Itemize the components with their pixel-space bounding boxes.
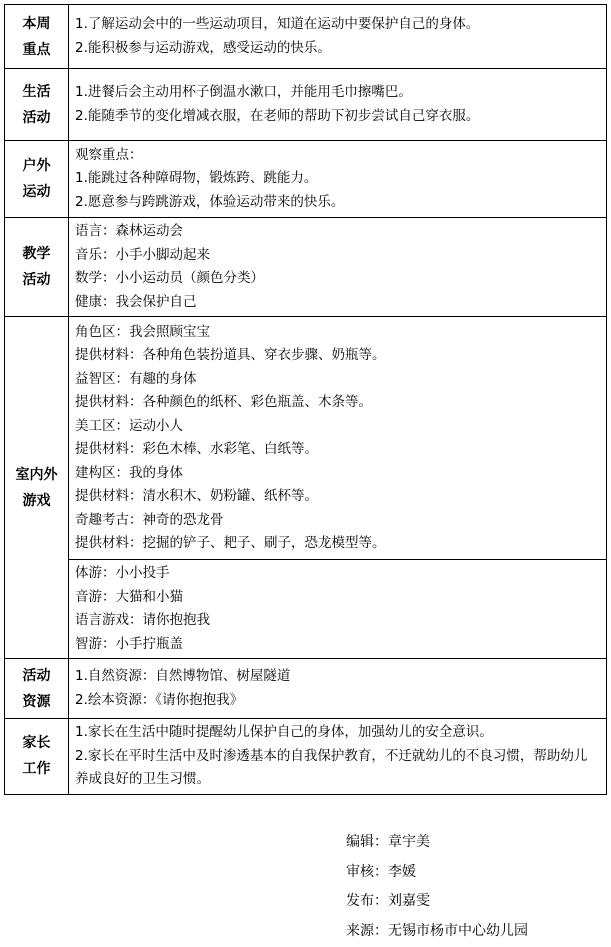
teaching-item: 音乐：小手小脚动起来 bbox=[75, 246, 210, 263]
row-weekly-focus bbox=[5, 5, 607, 69]
label-line: 工作 bbox=[22, 761, 51, 778]
footer-credits bbox=[346, 828, 528, 946]
label-line: 活动 bbox=[22, 109, 51, 126]
label-line: 活动 bbox=[22, 667, 51, 684]
focus-item: 2.能积极参与运动游戏，感受运动的快乐。 bbox=[75, 39, 331, 56]
footer-source: 来源：无锡市杨市中心幼儿园 bbox=[346, 922, 528, 939]
label-line: 生活 bbox=[22, 83, 51, 100]
label-line: 重点 bbox=[22, 41, 51, 58]
indoor-game-item: 益智区：有趣的身体 bbox=[75, 370, 197, 387]
parent-item: 2.家长在平时生活中及时渗透基本的自我保护教育，不迁就幼儿的不良习惯，帮助幼儿养成良好的卫生习惯。 bbox=[75, 747, 588, 787]
outdoor-game-item: 音游：大猫和小猫 bbox=[75, 588, 183, 605]
label-indoor-outdoor-games bbox=[5, 317, 69, 659]
resource-item: 2.绘本资源：《请你抱抱我》 bbox=[75, 691, 244, 708]
teaching-item: 语言：森林运动会 bbox=[75, 223, 183, 239]
content-outdoor-games bbox=[69, 560, 607, 659]
teaching-item: 数学：小小运动员（颜色分类） bbox=[75, 270, 264, 286]
indoor-game-item: 提供材料：各种角色装扮道具、穿衣步骤、奶瓶等。 bbox=[75, 347, 386, 363]
content-weekly-focus bbox=[69, 5, 607, 69]
label-line: 家长 bbox=[22, 735, 51, 752]
row-activity-resources bbox=[5, 659, 607, 719]
indoor-game-item: 角色区：我会照顾宝宝 bbox=[75, 323, 210, 340]
outdoor-game-item: 语言游戏：请你抱抱我 bbox=[75, 612, 210, 628]
label-teaching-activity bbox=[5, 218, 69, 317]
life-item: 2.能随季节的变化增减衣服，在老师的帮助下初步尝试自己穿衣服。 bbox=[75, 107, 480, 124]
footer-reviewer: 审核：李媛 bbox=[346, 863, 416, 880]
indoor-game-item: 提供材料：清水积木、奶粉罐、纸杯等。 bbox=[75, 488, 318, 504]
focus-item: 1.了解运动会中的一些运动项目，知道在运动中要保护自己的身体。 bbox=[75, 16, 480, 32]
indoor-game-item: 提供材料：彩色木棒、水彩笔、白纸等。 bbox=[75, 441, 318, 457]
row-life-activity bbox=[5, 69, 607, 141]
outdoor-item: 2.愿意参与跨跳游戏，体验运动带来的快乐。 bbox=[75, 193, 345, 210]
parent-item: 1.家长在生活中随时提醒幼儿保护自己的身体，加强幼儿的安全意识。 bbox=[75, 724, 493, 740]
content-parent-work bbox=[69, 719, 607, 795]
label-line: 活动 bbox=[22, 272, 51, 288]
label-line: 运动 bbox=[22, 184, 51, 200]
label-line: 室内外 bbox=[15, 466, 58, 483]
footer-editor: 编辑：章宇美 bbox=[346, 834, 430, 850]
label-parent-work bbox=[5, 719, 69, 795]
row-outdoor-sports bbox=[5, 141, 607, 218]
outdoor-item: 1.能跳过各种障碍物，锻炼跨、跳能力。 bbox=[75, 170, 318, 187]
content-life-activity bbox=[69, 69, 607, 141]
label-line: 本周 bbox=[22, 15, 51, 32]
outdoor-item: 观察重点： bbox=[75, 146, 143, 163]
label-weekly-focus bbox=[5, 5, 69, 69]
weekly-plan-table bbox=[4, 4, 607, 795]
indoor-game-item: 奇趣考古：神奇的恐龙骨 bbox=[75, 511, 224, 528]
row-teaching-activity bbox=[5, 218, 607, 317]
content-indoor-games bbox=[69, 317, 607, 560]
row-parent-work bbox=[5, 719, 607, 795]
indoor-game-item: 建构区：我的身体 bbox=[75, 464, 183, 481]
content-teaching-activity bbox=[69, 218, 607, 317]
label-line: 资源 bbox=[22, 693, 51, 710]
label-line: 户外 bbox=[22, 158, 51, 174]
label-activity-resources bbox=[5, 659, 69, 719]
label-outdoor-sports bbox=[5, 141, 69, 218]
resource-item: 1.自然资源：自然博物馆、树屋隧道 bbox=[75, 668, 291, 684]
footer-publisher: 发布：刘嘉雯 bbox=[346, 893, 430, 909]
outdoor-game-item: 智游：小手拧瓶盖 bbox=[75, 635, 183, 652]
content-outdoor-sports bbox=[69, 141, 607, 218]
row-games-outdoor bbox=[5, 560, 607, 659]
indoor-game-item: 提供材料：挖掘的铲子、耙子、刷子，恐龙模型等。 bbox=[75, 535, 386, 551]
label-line: 教学 bbox=[22, 246, 51, 262]
indoor-game-item: 提供材料：各种颜色的纸杯、彩色瓶盖、木条等。 bbox=[75, 394, 372, 410]
teaching-item: 健康：我会保护自己 bbox=[75, 293, 197, 310]
label-life-activity bbox=[5, 69, 69, 141]
content-activity-resources bbox=[69, 659, 607, 719]
row-games-indoor bbox=[5, 317, 607, 560]
indoor-game-item: 美工区：运动小人 bbox=[75, 417, 183, 434]
label-line: 游戏 bbox=[22, 492, 51, 509]
life-item: 1.进餐后会主动用杯子倒温水漱口，并能用毛巾擦嘴巴。 bbox=[75, 84, 412, 100]
outdoor-game-item: 体游：小小投手 bbox=[75, 565, 170, 581]
